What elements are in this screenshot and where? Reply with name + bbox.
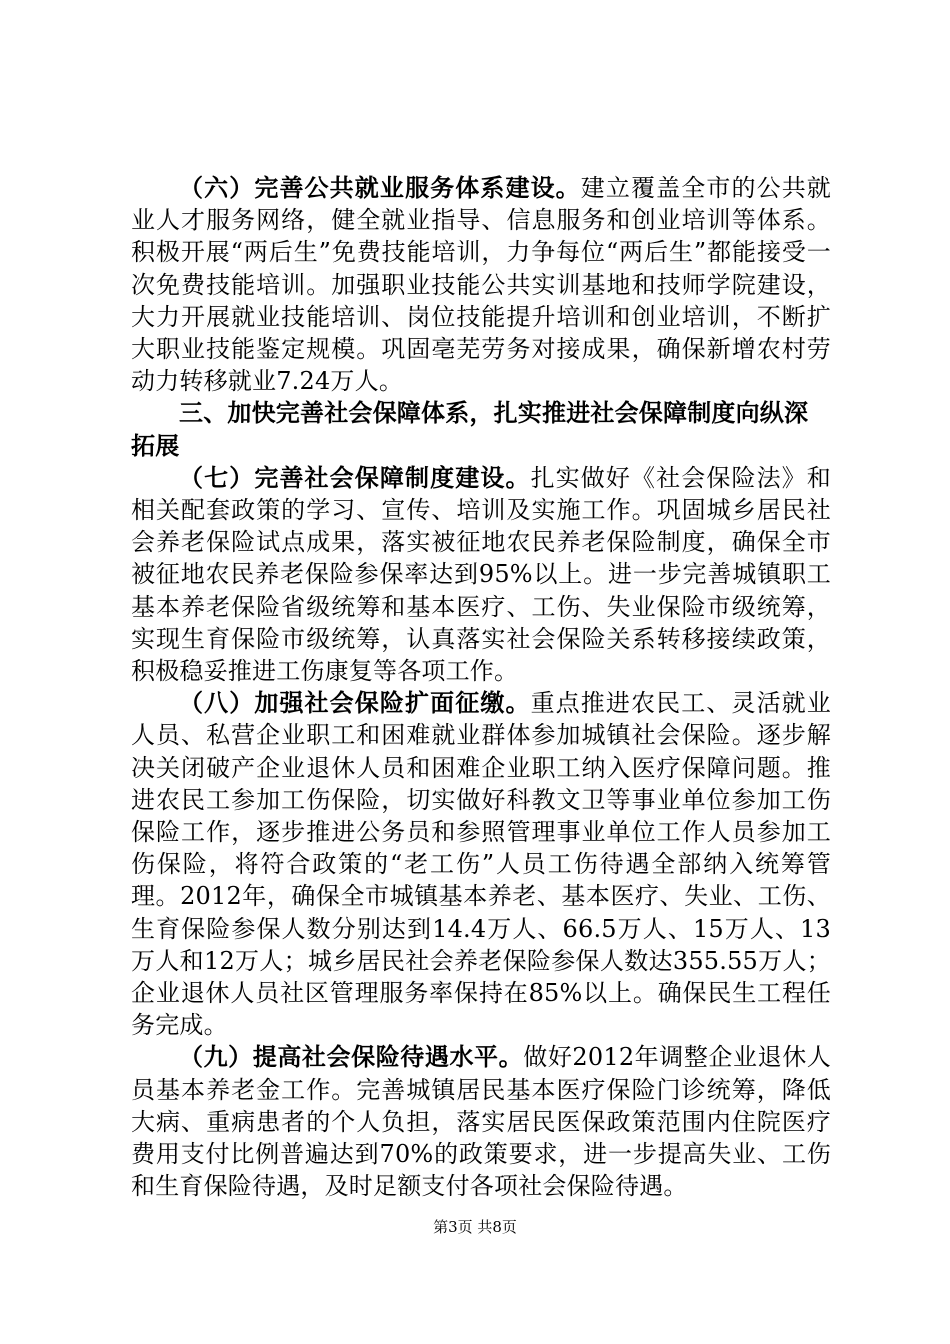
paragraph-6-text: 建立覆盖全市的公共就业人才服务网络，健全就业指导、信息服务和创业培训等体系。积极开展“两后生”免费技能培训，力争每位“两后生”都能接受一次免费技能培训。加强职业技能公共实训基地和技师学院建设，大力开展就业技能培训、岗位技能提升培训和创业培训，不断扩大职业技能鉴定规模。巩固亳芜劳务对接成果，确保新增农村劳动力转移就业7.24万人。 (131, 174, 832, 396)
paragraph-7-lead: （七）完善社会保障制度建设。 (179, 463, 531, 492)
section-heading-3: 三、加快完善社会保障体系，扎实推进社会保障制度向纵深拓展 (131, 399, 809, 460)
paragraph-6-lead: （六）完善公共就业服务体系建设。 (179, 174, 581, 202)
paragraph-9-text: 做好2012年调整企业退休人员基本养老金工作。完善城镇居民基本医疗保险门诊统筹，降低大病、重病患者的个人负担，落实居民医保政策范围内住院医疗费用支付比例普遍达到70%的政策要求，进一步提高失业、工伤和生育保险待遇，及时足额支付各项社会保险待遇。 (131, 1043, 831, 1201)
paragraph-9-lead: （九）提高社会保险待遇水平。 (179, 1043, 524, 1072)
paragraph-9 (131, 1041, 831, 1202)
paragraph-7-text: 扎实做好《社会保险法》和相关配套政策的学习、宣传、培训及实施工作。巩固城乡居民社会养老保险试点成果，落实被征地农民养老保险制度，确保全市被征地农民养老保险参保率达到95%以上。进一步完善城镇职工基本养老保险省级统筹和基本医疗、工伤、失业保险市级统筹，实现生育保险市级统筹，认真落实社会保险关系转移接续政策，积极稳妥推进工伤康复等各项工作。 (131, 463, 831, 686)
document-body (131, 172, 831, 1203)
paragraph-8-lead: （八）加强社会保险扩面征缴。 (179, 689, 531, 718)
page-number-footer: 第3页 共8页 (433, 1218, 517, 1236)
paragraph-6 (131, 172, 831, 397)
paragraph-8-text: 重点推进农民工、灵活就业人员、私营企业职工和困难就业群体参加城镇社会保险。逐步解决关闭破产企业退休人员和困难企业职工纳入医疗保障问题。推进农民工参加工伤保险，切实做好科教文卫等事业单位参加工伤保险工作，逐步推进公务员和参照管理事业单位工作人员参加工伤保险，将符合政策的“老工伤”人员工伤待遇全部纳入统筹管理。2012年，确保全市城镇基本养老、基本医疗、失业、工伤、生育保险参保人数分别达到14.4万人、66.5万人、15万人、13万人和12万人；城乡居民社会养老保险参保人数达355.55万人；企业退休人员社区管理服务率保持在85%以上。确保民生工程任务完成。 (131, 689, 831, 1040)
paragraph-7 (131, 462, 831, 687)
paragraph-8 (131, 687, 831, 1041)
